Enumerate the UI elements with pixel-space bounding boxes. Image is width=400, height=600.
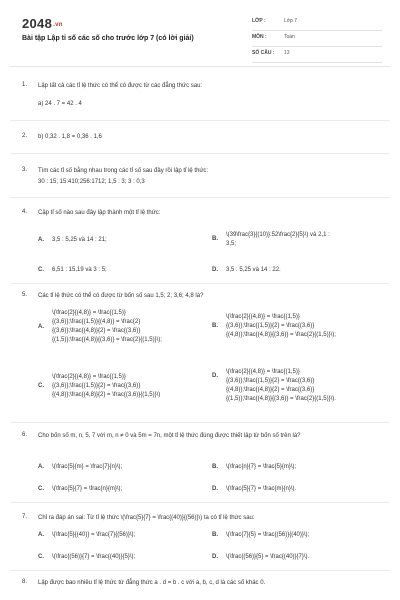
option-text: {(4,8)};\frac{(4,8)}{(3,6)} = \frac{2}{(1,5)}\); bbox=[226, 332, 336, 338]
option-text: {(3,6)};\frac{(1,5)}{(4,8)} = \frac{2} bbox=[52, 319, 141, 325]
option-text: \(\frac{2}{(4,8)} = \frac{(1,5)} bbox=[52, 310, 126, 316]
question-subtext: a) 24 . 7 = 42 . 4 bbox=[38, 101, 82, 107]
option-label: A. bbox=[38, 237, 44, 243]
option-text: {(3,6)};\frac{(1,5)}{2} = \frac{(3,6)} bbox=[52, 383, 141, 389]
question-number: 1. bbox=[22, 82, 28, 88]
question-number: 3. bbox=[22, 167, 28, 173]
option-label: A. bbox=[38, 464, 44, 470]
option-text: 3,5 : 5,25 và 14 : 21; bbox=[52, 237, 107, 243]
question-number: 6. bbox=[22, 432, 28, 438]
option-text: {(3,6)};\frac{(4,8)}{2} = \frac{(3,6)} bbox=[52, 328, 141, 334]
question-text: Cặp tỉ số nào sau đây lập thành một tỉ lệ thức: bbox=[38, 210, 161, 216]
option-text: {(1,5)};\frac{(4,8)}{(3,6)} = \frac{2}{(1,5)}\); bbox=[52, 337, 162, 343]
option-text: 6,51 : 15,19 và 3 : 5; bbox=[52, 267, 107, 273]
question-divider bbox=[10, 153, 390, 154]
meta-key: LỚP : bbox=[252, 18, 266, 24]
option-text: 3,5 : 5,25 và 14 : 22. bbox=[226, 267, 281, 273]
meta-key: SỐ CÂU : bbox=[252, 50, 275, 56]
option-label: B. bbox=[212, 236, 218, 242]
question-divider bbox=[10, 570, 390, 571]
option-text: \(\frac{(56)}{7} = \frac{(40)}{5}\); bbox=[52, 554, 136, 560]
meta-key: MÔN : bbox=[252, 34, 267, 40]
option-label: D. bbox=[212, 554, 218, 560]
question-text: b) 0,32 . 1,8 = 0,36 . 1,6 bbox=[38, 134, 102, 140]
question-text: Lập được bao nhiêu tỉ lệ thức từ đẳng thức a . d = b . c với a, b, c, d là các số khác 0. bbox=[38, 580, 266, 586]
option-label: C. bbox=[38, 554, 44, 560]
question-subtext: 30 : 15; 15:410;256:1712; 1,5 : 3; 3 : 0,3 bbox=[38, 179, 145, 185]
question-number: 4. bbox=[22, 209, 28, 215]
document-title: Bài tập Lập tỉ số các số cho trước lớp 7 (có lời giải) bbox=[22, 35, 194, 42]
option-text: \(\frac{2}{(4,8)} = \frac{(1,5)} bbox=[226, 314, 300, 320]
meta-value: Lớp 7 bbox=[284, 18, 298, 24]
meta-row-class bbox=[252, 15, 382, 31]
option-text: \(\frac{5}{m} = \frac{7}{n}\); bbox=[52, 464, 123, 470]
meta-row-count bbox=[252, 47, 382, 63]
option-text: \(\frac{5}{7} = \frac{m}{n}\). bbox=[226, 486, 297, 492]
option-text: {(3,6)};\frac{(1,5)}{2} = \frac{(3,6)} bbox=[226, 323, 315, 329]
question-text: Cho bốn số m, n, 5, 7 với m, n ≠ 0 và 5m = 7n, một tỉ lệ thức đúng được thiết lập từ bốn số trên là? bbox=[38, 433, 301, 439]
option-label: D. bbox=[212, 267, 218, 273]
question-divider bbox=[10, 283, 390, 284]
question-number: 7. bbox=[22, 514, 28, 520]
meta-value: Toán bbox=[284, 34, 295, 40]
logo-text: 2048 bbox=[22, 16, 53, 31]
meta-table bbox=[252, 15, 382, 63]
option-text: {(4,8)};\frac{(4,8)}{2} = \frac{(3,6)}{(1,5)}\) bbox=[52, 392, 161, 398]
option-text: \(\frac{7}{5} = \frac{(56)}{(40)}\); bbox=[226, 532, 310, 538]
question-divider bbox=[10, 197, 390, 198]
option-text: \(\frac{2}{(4,8)} = \frac{(1,5)} bbox=[226, 369, 300, 375]
option-label: B. bbox=[212, 323, 218, 329]
option-label: B. bbox=[212, 464, 218, 470]
option-label: D. bbox=[212, 373, 218, 379]
option-text: \(\frac{5}{7} = \frac{n}{m}\); bbox=[52, 486, 123, 492]
option-label: C. bbox=[38, 486, 44, 492]
meta-value: 13 bbox=[284, 50, 290, 56]
header-divider bbox=[10, 66, 390, 67]
option-text: {(4,8)};\frac{(4,8)}{2} = \frac{(3,6)} bbox=[226, 387, 315, 393]
option-label: A. bbox=[38, 324, 44, 330]
question-text: Tìm các tỉ số bằng nhau trong các tỉ số sau đây rồi lập tỉ lệ thức: bbox=[38, 168, 209, 174]
question-divider bbox=[10, 422, 390, 423]
site-logo[interactable] bbox=[22, 16, 63, 31]
option-text: 3,5; bbox=[226, 241, 237, 247]
option-text: \(\frac{2}{(4,8)} = \frac{(1,5)} bbox=[52, 374, 126, 380]
option-text: {(1,5)};\frac{(4,8)}{(3,6)} = \frac{2}{(1,5)}\). bbox=[226, 396, 336, 402]
option-text: \(39\frac{3}{(10)}:52\frac{2}{5}\) và 2,1 : bbox=[226, 232, 330, 238]
question-number: 8. bbox=[22, 579, 28, 585]
question-divider bbox=[10, 502, 390, 503]
option-text: \(\frac{5}{(40)} = \frac{7}{(56)}\); bbox=[52, 532, 136, 538]
question-divider bbox=[10, 120, 390, 121]
meta-row-subject bbox=[252, 31, 382, 47]
option-label: C. bbox=[38, 383, 44, 389]
option-label: A. bbox=[38, 532, 44, 538]
question-text: Các tỉ lệ thức có thể có được từ bốn số sau 1,5; 2; 3,6; 4,8 là? bbox=[38, 293, 204, 299]
option-label: C. bbox=[38, 267, 44, 273]
question-text: Chỉ ra đáp án sai: Từ tỉ lệ thức \(\frac{5}{7} = \frac{(40)}{(56)}\) ta có tỉ lệ thức sau: bbox=[38, 515, 255, 521]
question-text: Lập tất cả các tỉ lệ thức có thể có được từ các đẳng thức sau: bbox=[38, 83, 203, 89]
page-header bbox=[0, 0, 400, 72]
option-label: B. bbox=[212, 532, 218, 538]
question-number: 2. bbox=[22, 133, 28, 139]
option-text: {(3,6)};\frac{(1,5)}{2} = \frac{(3,6)} bbox=[226, 378, 315, 384]
question-number: 5. bbox=[22, 292, 28, 298]
logo-suffix: .vn bbox=[53, 21, 63, 28]
option-label: D. bbox=[212, 486, 218, 492]
option-text: \(\frac{(56)}{5} = \frac{(40)}{7}\). bbox=[226, 554, 310, 560]
option-text: \(\frac{n}{7} = \frac{5}{m}\); bbox=[226, 464, 297, 470]
